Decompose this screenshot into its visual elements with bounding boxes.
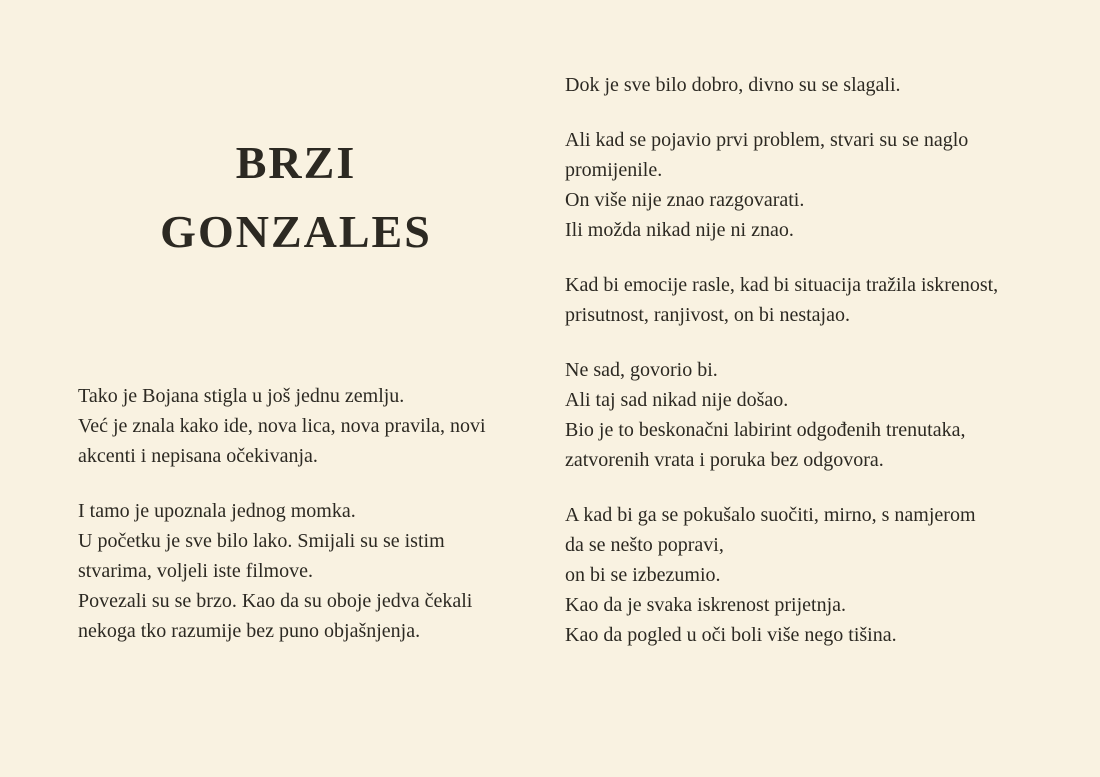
title-line-1: BRZI [235, 137, 357, 188]
text-line: Kao da pogled u oči boli više nego tišina. [565, 624, 897, 646]
text-line: Kao da je svaka iskrenost prijetnja. [565, 594, 847, 616]
text-line: promijenile. [565, 159, 663, 181]
text-line: Ili možda nikad nije ni znao. [565, 219, 794, 241]
text-line: U početku je sve bilo lako. Smijali su se istim [78, 530, 445, 552]
paragraph [78, 496, 528, 646]
text-line: Ali kad se pojavio prvi problem, stvari su se naglo [565, 129, 969, 151]
paragraph [565, 125, 1035, 245]
page-title [78, 128, 514, 266]
paragraph [565, 270, 1035, 330]
text-line: stvarima, voljeli iste filmove. [78, 560, 313, 582]
text-line: Povezali su se brzo. Kao da su oboje jedva čekali [78, 590, 473, 612]
left-column [78, 381, 528, 646]
text-line: nekoga tko razumije bez puno objašnjenja. [78, 620, 421, 642]
text-line: Tako je Bojana stigla u još jednu zemlju. [78, 385, 405, 407]
text-line: da se nešto popravi, [565, 534, 724, 556]
text-line: On više nije znao razgovarati. [565, 189, 805, 211]
text-line: akcenti i nepisana očekivanja. [78, 445, 318, 467]
text-line: on bi se izbezumio. [565, 564, 721, 586]
text-line: prisutnost, ranjivost, on bi nestajao. [565, 304, 850, 326]
text-line: I tamo je upoznala jednog momka. [78, 500, 356, 522]
text-line: Dok je sve bilo dobro, divno su se slagali. [565, 74, 901, 96]
paragraph [565, 500, 1035, 650]
right-column [565, 70, 1035, 650]
text-line: zatvorenih vrata i poruka bez odgovora. [565, 449, 884, 471]
title-line-2: GONZALES [160, 206, 432, 257]
paragraph [565, 355, 1035, 475]
paragraph [565, 70, 1035, 100]
paragraph [78, 381, 528, 471]
text-line: Ali taj sad nikad nije došao. [565, 389, 789, 411]
text-line: Ne sad, govorio bi. [565, 359, 718, 381]
text-line: Kad bi emocije rasle, kad bi situacija tražila iskrenost, [565, 274, 999, 296]
text-line: A kad bi ga se pokušalo suočiti, mirno, s namjerom [565, 504, 976, 526]
text-line: Bio je to beskonačni labirint odgođenih trenutaka, [565, 419, 966, 441]
text-line: Već je znala kako ide, nova lica, nova pravila, novi [78, 415, 486, 437]
